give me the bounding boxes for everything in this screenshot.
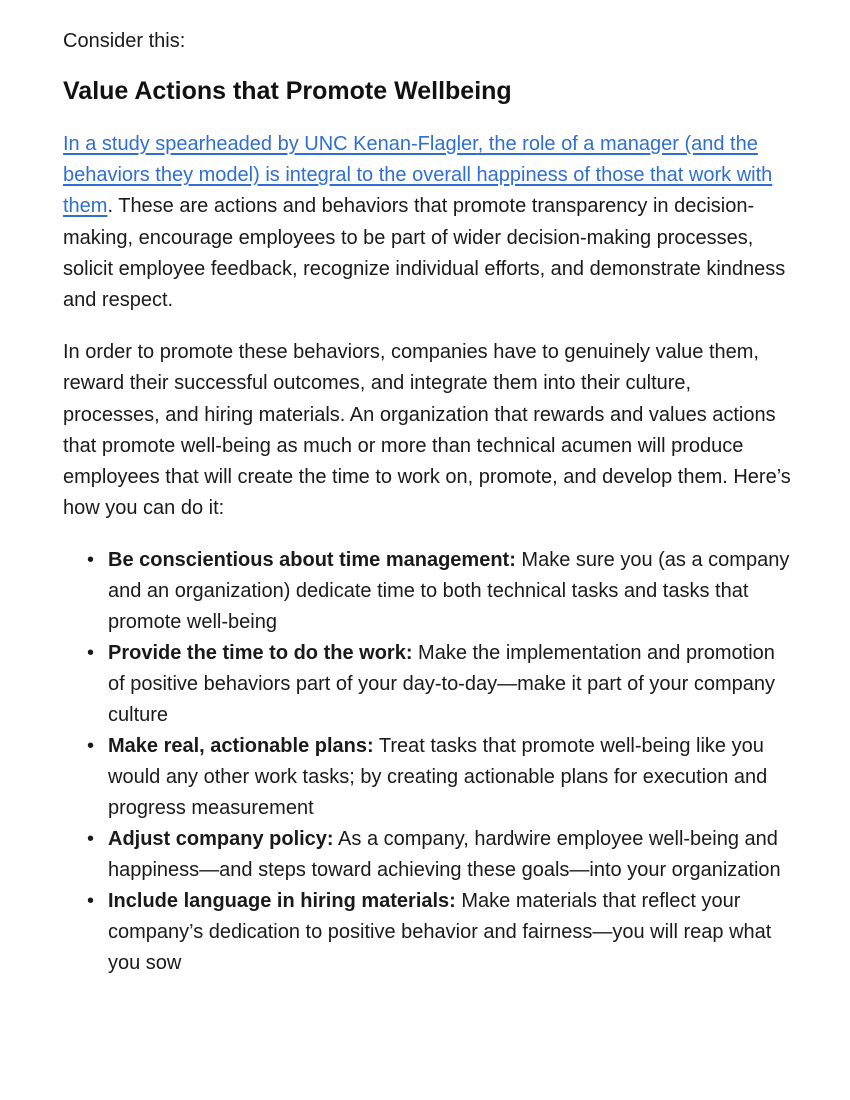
bullet-dot-icon: • bbox=[87, 549, 95, 572]
intro-text: Consider this: bbox=[63, 30, 186, 52]
list-item bbox=[63, 638, 793, 731]
list-item bbox=[63, 886, 793, 979]
list-item-title: Provide the time to do the work: bbox=[108, 642, 413, 665]
paragraph-promote-behaviors: In order to promote these behaviors, companies have to genuinely value them, reward their successful outcomes, and integrate them into their culture, processes, and hiring materials. An organization that rewards and values actions that promote well-being as much or more than technical acumen will produce employees that will create the time to work on, promote, and develop them. Here’s how you can do it: bbox=[63, 341, 791, 520]
bullet-dot-icon: • bbox=[87, 642, 95, 665]
list-item-title: Adjust company policy: bbox=[108, 828, 334, 851]
list-item-text: Make the implementation and promotion of positive behaviors part of your day-to-day—make it part of your company culture bbox=[108, 642, 775, 727]
list-item bbox=[63, 731, 793, 824]
bullet-dot-icon: • bbox=[87, 735, 95, 758]
paragraph-study-text: . These are actions and behaviors that promote transparency in decision-making, encourage employees to be part of wider decision-making processes, solicit employee feedback, recognize individual efforts, and demonstrate kindness and respect. bbox=[63, 195, 786, 312]
section-heading: Value Actions that Promote Wellbeing bbox=[63, 77, 512, 105]
bullet-dot-icon: • bbox=[87, 828, 95, 851]
list-item-title: Make real, actionable plans: bbox=[108, 735, 374, 758]
article-body bbox=[63, 26, 793, 979]
paragraph-study bbox=[63, 129, 793, 316]
list-item-title: Include language in hiring materials: bbox=[108, 890, 456, 913]
list-item-text: Make materials that reflect your company’s dedication to positive behavior and fairness—you will reap what you sow bbox=[108, 890, 772, 975]
study-link[interactable]: In a study spearheaded by UNC Kenan-Flagler, the role of a manager (and the behaviors they model) is integral to the overall happiness of those that work with them bbox=[63, 133, 773, 218]
list-item bbox=[63, 545, 793, 638]
bullet-dot-icon: • bbox=[87, 890, 95, 913]
list-item-title: Be conscientious about time management: bbox=[108, 549, 516, 572]
tips-list bbox=[63, 545, 793, 979]
list-item-text: Make sure you (as a company and an organization) dedicate time to both technical tasks and tasks that promote well-being bbox=[108, 549, 790, 634]
list-item bbox=[63, 824, 793, 886]
list-item-text: Treat tasks that promote well-being like you would any other work tasks; by creating actionable plans for execution and progress measurement bbox=[108, 735, 768, 820]
list-item-text: As a company, hardwire employee well-being and happiness—and steps toward achieving these goals—into your organization bbox=[108, 828, 781, 882]
